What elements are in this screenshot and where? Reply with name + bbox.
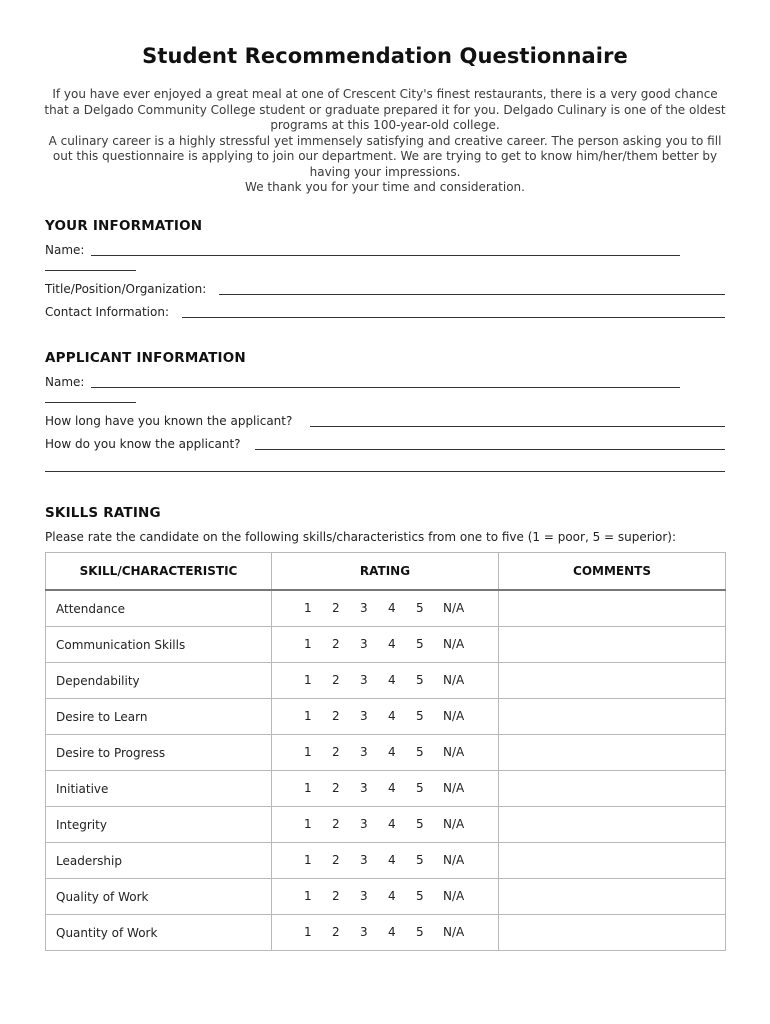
skill-name: Leadership — [46, 843, 272, 879]
skill-name: Desire to Progress — [46, 735, 272, 771]
skill-name: Desire to Learn — [46, 699, 272, 735]
table-row — [46, 627, 726, 663]
table-row — [46, 843, 726, 879]
rating-option[interactable]: N/A — [443, 925, 465, 939]
rating-option[interactable]: 1 — [304, 673, 312, 687]
rating-option[interactable]: 3 — [360, 673, 368, 687]
table-row — [46, 699, 726, 735]
known-how-long-field[interactable] — [310, 426, 725, 427]
intro-paragraph-1: If you have ever enjoyed a great meal at one of Crescent City's finest restaurants, there is a very good chance that a Delgado Community College student or graduate prepared it for you. Delgado Culinary is one of the oldest programs at this 100-year-old college. — [44, 87, 726, 132]
skills-rating-heading: SKILLS RATING — [45, 505, 161, 521]
applicant-name-field[interactable] — [91, 387, 680, 388]
rating-option[interactable]: 2 — [332, 889, 340, 903]
rating-option[interactable]: 5 — [416, 709, 424, 723]
rating-cell — [272, 915, 499, 951]
rating-option[interactable]: 4 — [388, 601, 396, 615]
rating-option[interactable]: 3 — [360, 745, 368, 759]
page-title: Student Recommendation Questionnaire — [142, 44, 628, 68]
your-name-field-continuation[interactable] — [45, 270, 136, 271]
comments-cell[interactable] — [499, 915, 726, 951]
skill-name: Initiative — [46, 771, 272, 807]
table-row — [46, 590, 726, 627]
rating-option[interactable]: 2 — [332, 853, 340, 867]
comments-cell[interactable] — [499, 807, 726, 843]
table-row — [46, 915, 726, 951]
comments-cell[interactable] — [499, 735, 726, 771]
your-name-label: Name: — [45, 243, 85, 257]
rating-option[interactable]: N/A — [443, 817, 465, 831]
rating-option[interactable]: 1 — [304, 745, 312, 759]
rating-option[interactable]: 4 — [388, 817, 396, 831]
comments-cell[interactable] — [499, 590, 726, 627]
rating-option[interactable]: 3 — [360, 925, 368, 939]
rating-option[interactable]: 4 — [388, 637, 396, 651]
column-header-rating: RATING — [272, 553, 499, 591]
skill-name: Integrity — [46, 807, 272, 843]
rating-option[interactable]: 1 — [304, 637, 312, 651]
rating-option[interactable]: 5 — [416, 925, 424, 939]
comments-cell[interactable] — [499, 879, 726, 915]
comments-cell[interactable] — [499, 699, 726, 735]
rating-option[interactable]: 4 — [388, 889, 396, 903]
rating-cell — [272, 699, 499, 735]
your-title-field[interactable] — [219, 294, 725, 295]
skill-name: Dependability — [46, 663, 272, 699]
rating-option[interactable]: 3 — [360, 889, 368, 903]
intro-paragraph-2: A culinary career is a highly stressful yet immensely satisfying and creative career. The person asking you to fill out this questionnaire is applying to join our department. We are trying to get to know him/her/them better by having your impressions. — [48, 133, 722, 179]
rating-option[interactable]: 4 — [388, 853, 396, 867]
rating-option[interactable]: 1 — [304, 601, 312, 615]
rating-option[interactable]: 2 — [332, 601, 340, 615]
rating-option[interactable]: 1 — [304, 853, 312, 867]
table-row — [46, 771, 726, 807]
rating-option[interactable]: 3 — [360, 853, 368, 867]
rating-option[interactable]: N/A — [443, 853, 465, 867]
known-how-field-continuation[interactable] — [45, 471, 725, 472]
table-row — [46, 735, 726, 771]
intro-paragraph-3: We thank you for your time and consideration. — [245, 180, 525, 194]
table-row — [46, 807, 726, 843]
rating-cell — [272, 627, 499, 663]
rating-option[interactable]: 3 — [360, 637, 368, 651]
rating-option[interactable]: 5 — [416, 745, 424, 759]
rating-option[interactable]: N/A — [443, 745, 465, 759]
comments-cell[interactable] — [499, 843, 726, 879]
rating-option[interactable]: 1 — [304, 709, 312, 723]
rating-option[interactable]: 1 — [304, 889, 312, 903]
your-information-heading: YOUR INFORMATION — [45, 218, 203, 234]
applicant-name-label: Name: — [45, 375, 85, 389]
rating-option[interactable]: N/A — [443, 889, 465, 903]
rating-option[interactable]: 4 — [388, 709, 396, 723]
rating-option[interactable]: 2 — [332, 925, 340, 939]
applicant-name-field-continuation[interactable] — [45, 402, 136, 403]
rating-cell — [272, 807, 499, 843]
skill-name: Quality of Work — [46, 879, 272, 915]
table-row — [46, 663, 726, 699]
known-how-field[interactable] — [255, 449, 725, 450]
skills-table-header — [46, 553, 726, 591]
skills-instructions: Please rate the candidate on the following skills/characteristics from one to five (1 = poor, 5 = superior): — [45, 530, 677, 544]
column-header-skill: SKILL/CHARACTERISTIC — [46, 553, 272, 591]
rating-option[interactable]: 5 — [416, 637, 424, 651]
skills-table — [45, 552, 726, 951]
rating-option[interactable]: 3 — [360, 709, 368, 723]
rating-option[interactable]: 4 — [388, 781, 396, 795]
rating-option[interactable]: 5 — [416, 673, 424, 687]
rating-option[interactable]: N/A — [443, 781, 465, 795]
rating-option[interactable]: N/A — [443, 673, 465, 687]
rating-option[interactable]: 4 — [388, 745, 396, 759]
rating-cell — [272, 843, 499, 879]
rating-option[interactable]: 2 — [332, 781, 340, 795]
rating-cell — [272, 879, 499, 915]
rating-option[interactable]: 5 — [416, 817, 424, 831]
column-header-comments: COMMENTS — [499, 553, 726, 591]
rating-option[interactable]: 5 — [416, 889, 424, 903]
rating-option[interactable]: 5 — [416, 601, 424, 615]
rating-option[interactable]: 1 — [304, 781, 312, 795]
your-title-label: Title/Position/Organization: — [45, 282, 207, 296]
your-contact-field[interactable] — [182, 317, 725, 318]
rating-option[interactable]: 3 — [360, 601, 368, 615]
intro-text — [42, 87, 728, 196]
rating-option[interactable]: 2 — [332, 817, 340, 831]
skill-name: Attendance — [46, 590, 272, 627]
rating-cell — [272, 663, 499, 699]
rating-option[interactable]: 2 — [332, 745, 340, 759]
rating-cell — [272, 590, 499, 627]
rating-option[interactable]: 1 — [304, 817, 312, 831]
rating-option[interactable]: 5 — [416, 853, 424, 867]
rating-cell — [272, 735, 499, 771]
known-how-label: How do you know the applicant? — [45, 437, 241, 451]
rating-option[interactable]: 2 — [332, 673, 340, 687]
rating-option[interactable]: 2 — [332, 709, 340, 723]
rating-option[interactable]: N/A — [443, 709, 465, 723]
comments-cell[interactable] — [499, 771, 726, 807]
rating-cell — [272, 771, 499, 807]
skill-name: Communication Skills — [46, 627, 272, 663]
rating-option[interactable]: 3 — [360, 781, 368, 795]
known-how-long-label: How long have you known the applicant? — [45, 414, 293, 428]
rating-option[interactable]: 3 — [360, 817, 368, 831]
rating-option[interactable]: 5 — [416, 781, 424, 795]
rating-option[interactable]: 2 — [332, 637, 340, 651]
rating-option[interactable]: N/A — [443, 637, 465, 651]
your-name-field[interactable] — [91, 255, 680, 256]
comments-cell[interactable] — [499, 663, 726, 699]
rating-option[interactable]: 4 — [388, 673, 396, 687]
applicant-information-heading: APPLICANT INFORMATION — [45, 350, 246, 366]
table-row — [46, 879, 726, 915]
rating-option[interactable]: N/A — [443, 601, 465, 615]
comments-cell[interactable] — [499, 627, 726, 663]
rating-option[interactable]: 4 — [388, 925, 396, 939]
rating-option[interactable]: 1 — [304, 925, 312, 939]
your-contact-label: Contact Information: — [45, 305, 170, 319]
skill-name: Quantity of Work — [46, 915, 272, 951]
